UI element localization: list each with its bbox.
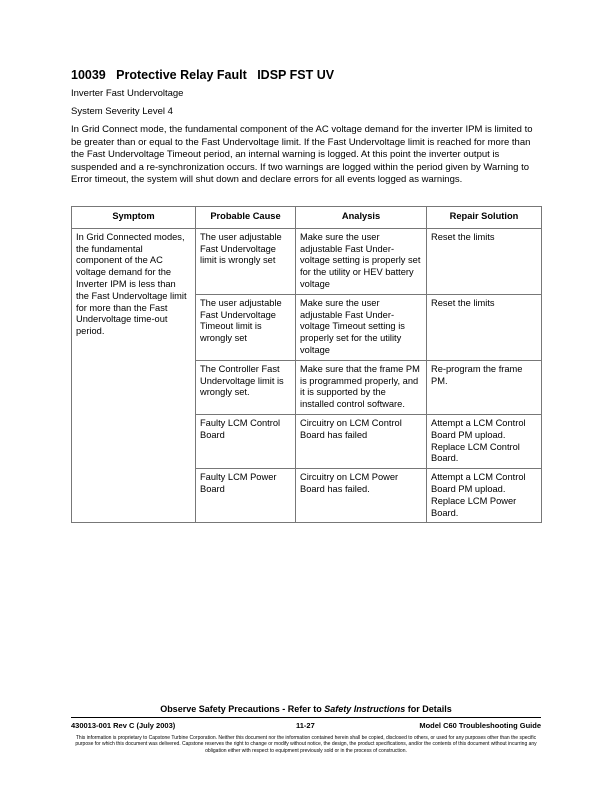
fault-subtitle: Inverter Fast Undervoltage <box>71 88 184 99</box>
troubleshooting-table <box>71 206 542 523</box>
footer-divider <box>71 717 541 718</box>
severity-level: System Severity Level 4 <box>71 106 173 117</box>
cause-cell: Faulty LCM Control Board <box>196 414 296 468</box>
symptom-cell: In Grid Connected modes, the fundamental component of the AC voltage demand for the Inverter IPM is less than the Fast Undervoltage limit for more than the Fast Undervoltage time-out period. <box>72 228 196 523</box>
header-repair-solution: Repair Solution <box>427 207 542 229</box>
safety-prefix: Observe Safety Precautions - Refer to <box>160 704 325 714</box>
analysis-cell: Make sure the user adjustable Fast Under-voltage setting is properly set for the utility or HEV battery voltage <box>296 228 427 294</box>
solution-cell: Re-program the frame PM. <box>427 360 542 414</box>
proprietary-disclaimer: This information is proprietary to Capstone Turbine Corporation. Neither this document nor the information contained herein shall be copied, disclosed to others, or used for any purposes other than the specific purpose for which this document was delivered. Capstone reserves the right to change or modify without notice, the design, the product specifications, and/or the contents of this document without incurring any obligation either with respect to equipment previously sold or in the process of construction. <box>75 735 537 754</box>
document-number: 430013-001 Rev C (July 2003) <box>71 721 176 730</box>
cause-cell: The Controller Fast Undervoltage limit is wrongly set. <box>196 360 296 414</box>
table-header-row <box>72 207 542 229</box>
analysis-cell: Make sure that the frame PM is programmed properly, and it is supported by the installed control software. <box>296 360 427 414</box>
fault-title: 10039 Protective Relay Fault IDSP FST UV <box>71 68 335 82</box>
analysis-cell: Circuitry on LCM Power Board has failed. <box>296 469 427 523</box>
header-symptom: Symptom <box>72 207 196 229</box>
analysis-cell: Make sure the user adjustable Fast Under-voltage Timeout setting is properly set for the utility voltage <box>296 294 427 360</box>
fault-description: In Grid Connect mode, the fundamental component of the AC voltage demand for the inverter IPM is limited to be greater than or equal to the Fast Undervoltage limit. If the Fast Undervoltage limit is reached for more than the Fast Undervoltage Timeout period, an internal warning is logged. At this point the inverter output is suspended and a re-synchronization occurs. If two warnings are logged within the period given by Warning to Error timeout, the system will shut down and declare errors for all events logged as warnings. <box>71 124 533 186</box>
solution-cell: Attempt a LCM Control Board PM upload. Replace LCM Control Board. <box>427 414 542 468</box>
header-probable-cause: Probable Cause <box>196 207 296 229</box>
header-analysis: Analysis <box>296 207 427 229</box>
cause-cell: Faulty LCM Power Board <box>196 469 296 523</box>
safety-instructions-ref: Safety Instructions <box>324 704 406 714</box>
table-row <box>72 228 542 294</box>
page-number: 11-27 <box>296 721 315 730</box>
solution-cell: Reset the limits <box>427 294 542 360</box>
guide-title: Model C60 Troubleshooting Guide <box>419 721 541 730</box>
cause-cell: The user adjustable Fast Undervoltage Timeout limit is wrongly set <box>196 294 296 360</box>
analysis-cell: Circuitry on LCM Control Board has failed <box>296 414 427 468</box>
solution-cell: Reset the limits <box>427 228 542 294</box>
safety-suffix: for Details <box>405 704 452 714</box>
safety-notice <box>0 704 612 714</box>
cause-cell: The user adjustable Fast Undervoltage limit is wrongly set <box>196 228 296 294</box>
solution-cell: Attempt a LCM Control Board PM upload. Replace LCM Power Board. <box>427 469 542 523</box>
